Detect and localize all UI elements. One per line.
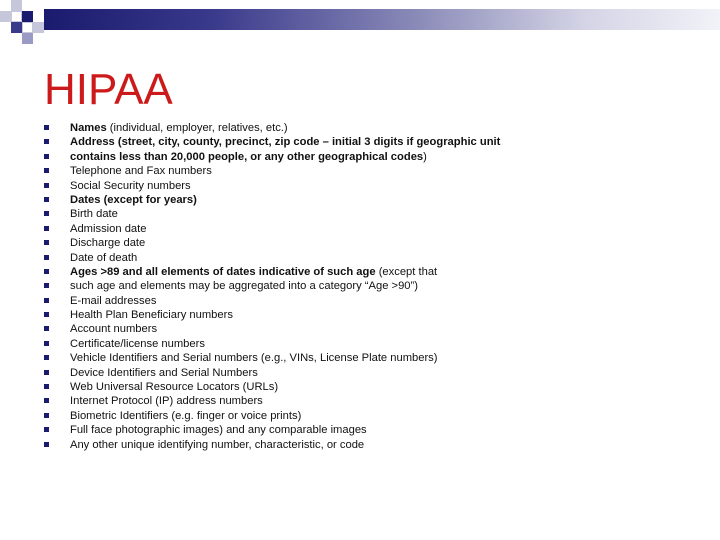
list-item-bold-text: Ages >89 and all elements of dates indicative of such age bbox=[70, 265, 376, 278]
list-item-text bbox=[70, 322, 157, 336]
list-item-text bbox=[70, 308, 233, 322]
square-bullet-icon bbox=[44, 370, 49, 375]
square-bullet-icon bbox=[44, 211, 49, 216]
square-bullet-icon bbox=[44, 384, 49, 389]
decoration-square bbox=[11, 22, 22, 33]
list-item-plain-text: Account numbers bbox=[70, 323, 158, 336]
list-item-text bbox=[70, 438, 364, 452]
list-item-bold-text: Dates (except for years) bbox=[70, 193, 197, 206]
square-bullet-icon bbox=[44, 269, 49, 274]
identifier-list bbox=[44, 121, 544, 452]
list-item-text bbox=[70, 366, 258, 380]
list-item-plain-text: Social Security numbers bbox=[70, 179, 191, 192]
decoration-square bbox=[11, 11, 22, 22]
gradient-banner bbox=[44, 9, 720, 30]
list-item bbox=[44, 423, 544, 437]
list-item bbox=[44, 366, 544, 380]
square-bullet-icon bbox=[44, 168, 49, 173]
list-item-plain-text: (except that bbox=[375, 265, 438, 278]
square-bullet-icon bbox=[44, 283, 49, 288]
list-item-plain-text: Biometric Identifiers (e.g. finger or voice prints) bbox=[70, 409, 302, 422]
square-bullet-icon bbox=[44, 183, 49, 188]
list-item bbox=[44, 135, 544, 149]
square-bullet-icon bbox=[44, 139, 49, 144]
square-bullet-icon bbox=[44, 197, 49, 202]
square-bullet-icon bbox=[44, 398, 49, 403]
square-bullet-icon bbox=[44, 427, 49, 432]
list-item bbox=[44, 121, 544, 135]
decoration-square bbox=[22, 33, 33, 44]
square-bullet-icon bbox=[44, 413, 49, 418]
list-item-text bbox=[70, 222, 147, 236]
list-item-plain-text: Full face photographic images) and any comparable images bbox=[70, 424, 367, 437]
list-item-plain-text: E-mail addresses bbox=[70, 294, 157, 307]
list-item-text bbox=[70, 409, 301, 423]
list-item-text bbox=[70, 135, 500, 149]
list-item bbox=[44, 251, 544, 265]
list-item bbox=[44, 337, 544, 351]
list-item bbox=[44, 207, 544, 221]
decoration-square bbox=[22, 22, 33, 33]
list-item-bold-text: Address (street, city, county, precinct, zip code – initial 3 digits if geographic unit bbox=[70, 136, 501, 149]
list-item-plain-text: Certificate/license numbers bbox=[70, 337, 205, 350]
square-bullet-icon bbox=[44, 341, 49, 346]
list-item bbox=[44, 279, 544, 293]
list-item-text bbox=[70, 265, 437, 279]
list-item-plain-text: such age and elements may be aggregated into a category “Age >90”) bbox=[70, 280, 418, 293]
list-item bbox=[44, 394, 544, 408]
list-item bbox=[44, 351, 544, 365]
square-bullet-icon bbox=[44, 355, 49, 360]
decoration-square bbox=[33, 22, 44, 33]
list-item-text bbox=[70, 279, 418, 293]
square-bullet-icon bbox=[44, 442, 49, 447]
list-item-text bbox=[70, 251, 137, 265]
list-item-plain-text: Date of death bbox=[70, 251, 138, 264]
list-item-text bbox=[70, 207, 118, 221]
list-item-plain-text: Health Plan Beneficiary numbers bbox=[70, 309, 233, 322]
list-item-text bbox=[70, 423, 367, 437]
list-item-plain-text: Any other unique identifying number, characteristic, or code bbox=[70, 438, 365, 451]
list-item bbox=[44, 265, 544, 279]
list-item bbox=[44, 150, 544, 164]
list-item bbox=[44, 409, 544, 423]
decoration-square bbox=[11, 0, 22, 11]
list-item-plain-text: Web Universal Resource Locators (URLs) bbox=[70, 381, 279, 394]
list-item bbox=[44, 179, 544, 193]
square-bullet-icon bbox=[44, 255, 49, 260]
decoration-square bbox=[0, 11, 11, 22]
list-item-plain-text: Vehicle Identifiers and Serial numbers (e.g., VINs, License Plate numbers) bbox=[70, 352, 438, 365]
square-bullet-icon bbox=[44, 326, 49, 331]
list-item-text bbox=[70, 121, 288, 135]
list-item bbox=[44, 236, 544, 250]
slide-title: HIPAA bbox=[44, 65, 173, 114]
list-item-text bbox=[70, 236, 145, 250]
list-item-text bbox=[70, 193, 197, 207]
list-item-bold-text: contains less than 20,000 people, or any other geographical codes bbox=[70, 150, 424, 163]
list-item-text bbox=[70, 394, 263, 408]
list-item-plain-text: Internet Protocol (IP) address numbers bbox=[70, 395, 263, 408]
list-item-plain-text: (individual, employer, relatives, etc.) bbox=[106, 122, 288, 134]
list-item-text bbox=[70, 380, 278, 394]
list-item bbox=[44, 193, 544, 207]
list-item-plain-text: Device Identifiers and Serial Numbers bbox=[70, 366, 258, 379]
square-bullet-icon bbox=[44, 154, 49, 159]
square-bullet-icon bbox=[44, 226, 49, 231]
list-item bbox=[44, 164, 544, 178]
list-item-bold-text: Names bbox=[70, 122, 107, 134]
square-bullet-icon bbox=[44, 240, 49, 245]
list-item-text bbox=[70, 164, 212, 178]
decoration-square bbox=[22, 11, 33, 22]
list-item-plain-text: ) bbox=[423, 150, 427, 163]
list-item-plain-text: Birth date bbox=[70, 208, 118, 221]
list-item bbox=[44, 380, 544, 394]
list-item-text bbox=[70, 351, 438, 365]
list-item-text bbox=[70, 179, 191, 193]
list-item-plain-text: Discharge date bbox=[70, 237, 146, 250]
list-item-text bbox=[70, 337, 205, 351]
list-item bbox=[44, 294, 544, 308]
square-bullet-icon bbox=[44, 312, 49, 317]
square-bullet-icon bbox=[44, 125, 49, 130]
list-item bbox=[44, 322, 544, 336]
list-item-plain-text: Telephone and Fax numbers bbox=[70, 165, 212, 178]
list-item bbox=[44, 222, 544, 236]
list-item bbox=[44, 438, 544, 452]
list-item-text bbox=[70, 150, 427, 164]
list-item-text bbox=[70, 294, 156, 308]
list-item bbox=[44, 308, 544, 322]
square-bullet-icon bbox=[44, 298, 49, 303]
list-item-plain-text: Admission date bbox=[70, 222, 147, 235]
